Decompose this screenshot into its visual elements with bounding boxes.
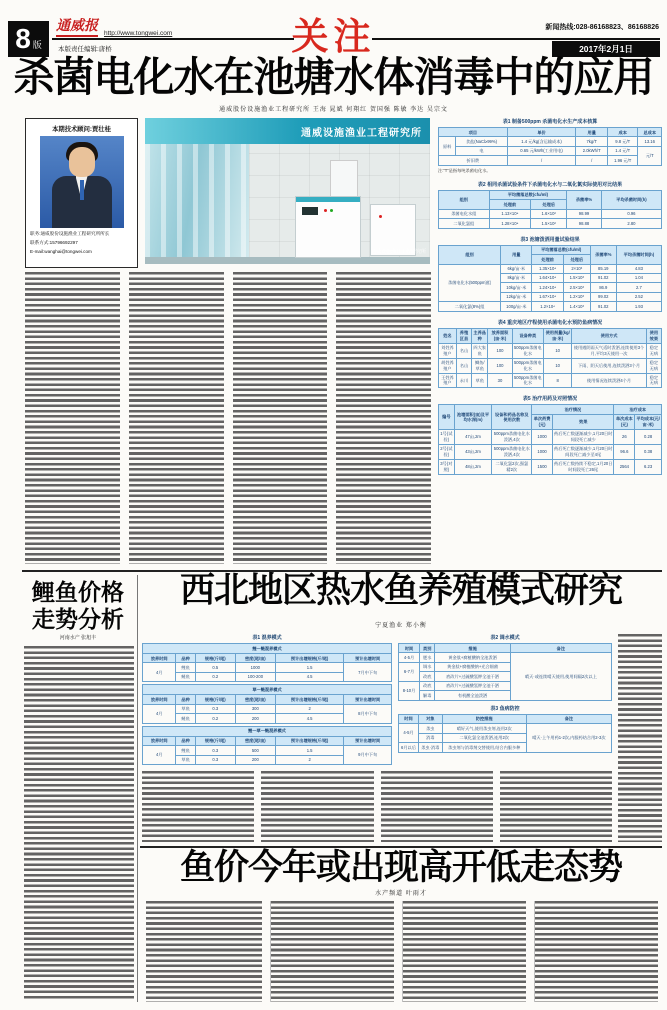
article2-content	[142, 634, 662, 842]
advisor-title: 本期技术顾问:贾壮桂	[52, 126, 111, 133]
table-3-dosage: 表3 池塘泼洒用量试验结果 组别 用量 平均菌落总数(cfu/ml) 杀菌率% 平均杀菌时间(h) 处理前 处理后 杀菌电化水(500ppm)组 6kg/亩·米 1.35×10⁴ 2×10³ 85.19 4.83 8kg/亩·米 1.64×10⁴ 1.5×10³ 91.02 1.04 10kg/亩·米 1.24×10⁴ 2.5×10³ 86.9 2.7 12kg/亩·米 1.67×10⁴ 1.2×10³ 99.02 2.52 二氧化氯(8%)组 100g/亩·米 1.2×10⁴ 1.4×10³ 91.02 1.93	[438, 236, 662, 312]
date-box: 2017年2月1日	[552, 41, 660, 57]
article1-headline: 杀菌电化水在池塘水体消毒中的应用	[13, 54, 654, 100]
article3-headline: 鱼价今年或出现高开低走态势	[179, 848, 622, 887]
masthead-logo: 通威报	[56, 20, 98, 37]
article3-text-column-1	[146, 901, 262, 1002]
sidebar-title-line2: 走势分析	[32, 607, 124, 633]
page-label: 版	[32, 39, 42, 50]
cabinet-indicator-green	[330, 209, 333, 212]
portrait-tie	[80, 180, 84, 200]
sidebar-body-column	[24, 646, 134, 1000]
facility-photo	[145, 118, 430, 264]
advisor-email: E-mail:wanghai@tongwei.com	[30, 249, 92, 255]
table-4-prevention: 表4 重庆地区疗程使用杀菌电化水预防鱼病情况 姓名 养殖区县 主养品种 放养面积(亩·米) 设备种类 使用剂量(kg/亩·米) 使用方式 使用效果 刘姓养殖户 名山 四大家鱼 100 500ppm杀菌电化水 10 使用遇阴雨天气适时泼洒,连续使用3个月,平均3天使用一次 稳定无病 胡姓养殖户 名山 鲫鱼/草鱼 100 500ppm杀菌电化水 10 下雨、阴天后使用,连续泼洒3个月 稳定无病 王姓养殖户 永川 草鱼 30 500ppm杀菌电化水 8 使用情况连续泼洒4个月 稳定无病	[438, 319, 662, 389]
news-hotline: 新闻热线:028-86168823、86168826	[545, 24, 659, 31]
table-1-cost: 表1 制备500ppm 杀菌电化水生产成本核算 项目 单价 用量 成本 总成本 原料 食盐(NaCl≥99%) 1.4 元/kg(含运输成本) 7kg/T 9.8 元/T 13.16 电 0.65 元/kWh(工业用电) 2.0kWh/T 1.4 元/T 元/T 折旧费 / / 1.96 元/T 注:“T”是指每吨杀菌电化水。	[438, 118, 662, 174]
table-5-treatment: 表5 治疗用药及对照情况 编号 池塘面积(亩)及平均水深(m) 设备和药品名称及使用次数 治疗情况 治疗成本 单次药费(元) 效果 单次成本(元) 平均成本(元/亩·米) 1号(试验) 47亩,2m 500ppm杀菌电化水泼洒,4次 1000 药后死亡数逐渐减少,1月20日时间段死亡减少 26 0.28 2号(试验) 43亩,2m 500ppm杀菌电化水泼洒,4次 1000 药后死亡数逐渐减少,1月20日时间段死亡减少至4尾 96.6 0.38 3号(对照) 48亩,2m 二氧化氯2次,强氯精2次 1500 药后死亡数持续不稳定,1月20日时间段死亡26尾 2564 6.23	[438, 395, 662, 474]
article1-text-column-2	[129, 272, 224, 564]
advisor-box	[25, 118, 138, 268]
article2-text-column-1	[142, 771, 254, 842]
article1-byline: 通威股份设施渔业工程研究所 王海 晁斌 何翔红 贺国强 陈敏 李达 吴宗文	[219, 107, 448, 113]
editor-credit: 本版责任编辑:唐桥	[58, 46, 112, 53]
sidebar-title-line1: 鲤鱼价格	[32, 580, 124, 605]
article3-text-column-4	[534, 901, 658, 1002]
portrait-face	[69, 147, 95, 177]
article2-text-column-5	[618, 634, 662, 842]
article2-text-column-2	[261, 771, 373, 842]
page-number: 8	[15, 23, 31, 54]
photo-floor	[145, 257, 430, 264]
photo-glass-door	[145, 144, 249, 264]
section-title-focus: 关注	[291, 16, 376, 57]
article2-body-columns	[142, 771, 612, 842]
article2-right-tables	[398, 634, 612, 765]
table-mixed-culture: 表1 混养模式 鲤—鲢混养模式 放养时间 品种 规格(斤/尾) 密度(尾/亩) 预计出塘规格(斤/尾) 预计出塘时间 4月 鲤鱼 0.5 1000 1.5 7月中下旬 鲢鱼 0.2 100-200 4.5 草—鲢混养模式 放养时间 品种 规格(斤/尾) 密度(尾/亩) 预计出塘规格(斤/尾) 预计出塘时间 4月 草鱼 0.3 300 2 8月中下旬 鲢鱼 0.2 200 4.5 鲤—草—鲢混养模式 放养时间 品种 规格(斤/尾) 密度(尾/亩) 预计出塘规格(斤/尾) 预计出塘时间 4月 鲤鱼 0.3 500 1.5 9月中下旬 草鱼 0.3 200 2	[142, 634, 392, 765]
article2-byline: 宁夏渔业 郑小衡	[375, 623, 427, 629]
photo-equipment-cabinet	[295, 196, 361, 258]
table-water-regulation: 表2 调水模式 时间 类别 措施 备注 4-5月 肥水 黄金肽+腐植酸钠全池泼洒 晴天·或连续晴天使用,使用间隔2次以上 6-7月 调水 黄金肽+腐植酸钠+光合细菌 改底 底改片+过硫酸氢钾全池干洒 8-10月 改底 底改片+过硫酸氢钾全池干洒 解毒 有机酸全池泼洒	[398, 634, 612, 701]
article3-text-column-3	[402, 901, 526, 1002]
sidebar-byline: 河南水产 张旭丰	[59, 635, 97, 641]
article3-text-column-2	[270, 901, 394, 1002]
article1-text-column-1	[25, 272, 120, 564]
article2-text-column-4	[500, 771, 612, 842]
article1-body-columns	[25, 272, 431, 564]
article2-narrow-column	[618, 634, 662, 842]
article2-text-column-3	[381, 771, 493, 842]
cabinet-indicator-red	[379, 215, 382, 218]
cabinet-indicator-red	[324, 209, 327, 212]
table-2-comparison: 表2 相同杀菌试验条件下杀菌电化水与二氧化氯实际使用对比结果 组别 平均菌落总数(cfu/ml) 杀菌率% 平均杀菌时间(h) 处理前 处理后 杀菌电化水组 1.13×10⁴ 1.6×10² 98.99 0.96 二氧化氯组 1.28×10⁴ 1.5×10² 98.88 2.80	[438, 181, 662, 229]
sidebar-title	[22, 579, 134, 633]
advisor-phone: 联系方式:15796692297	[30, 240, 78, 246]
masthead-url: http://www.tongwei.com	[104, 30, 173, 37]
article1-text-column-3	[233, 272, 328, 564]
photo-wall-poster	[330, 160, 358, 200]
photo-banner-text: 通威设施渔业工程研究所	[301, 128, 422, 139]
article3-body-columns	[142, 901, 662, 1002]
cabinet-screen	[302, 207, 318, 215]
article2-headline: 西北地区热水鱼养殖模式研究	[179, 571, 622, 610]
table-disease-control: 表3 鱼病防控 时间 对象 防控措施 备注 4-5月 杀虫 晴好天气,使用杀虫剂,连用2次 晴天·上午用药1-2次,内服药结合用2-3次 消毒 二氧化氯全池泼洒,连用2次 6月以后 杀虫·消毒 杀虫剂与消毒剂交替使用,结合内服多种	[398, 705, 612, 753]
article3-byline: 水产频道 叶雨才	[375, 891, 427, 897]
advisor-portrait-photo	[40, 136, 124, 228]
article2-left-block	[142, 634, 612, 842]
photo-watermark: 通威设施渔业工程研究所	[370, 249, 426, 255]
article2-tables-row	[142, 634, 612, 765]
advisor-role: 职务:通威股份设施渔业工程研究所所长	[30, 231, 110, 236]
article1-tables	[438, 118, 662, 475]
sidebar-divider-rule	[137, 575, 138, 1002]
article1-text-column-4	[336, 272, 431, 564]
sidebar-text-column	[24, 646, 134, 1000]
